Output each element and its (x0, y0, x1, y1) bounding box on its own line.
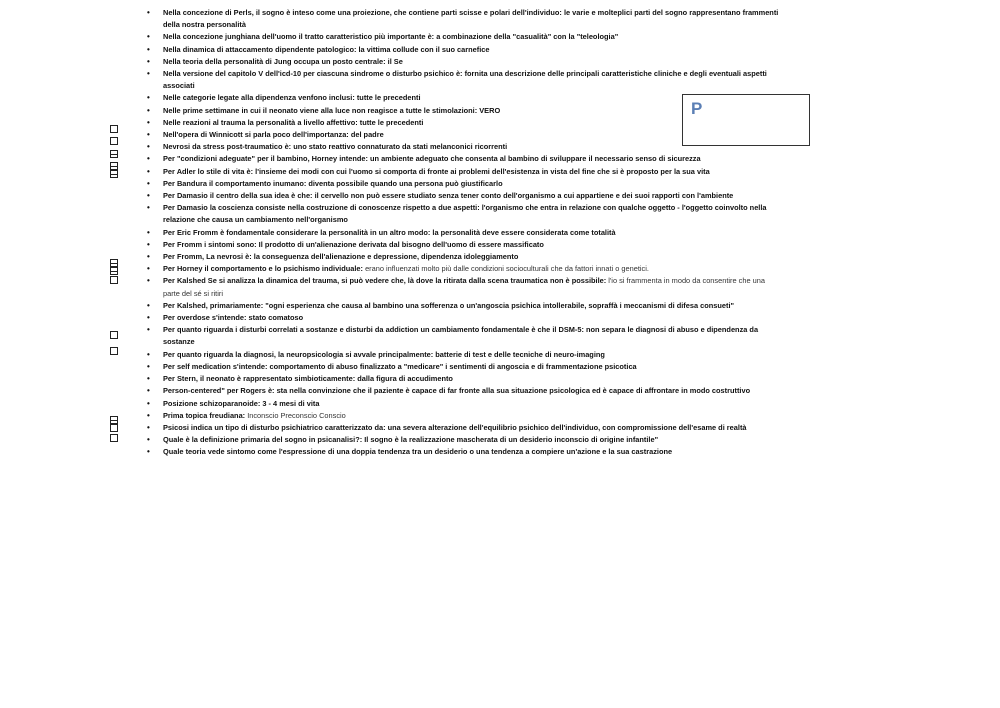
item-text: Per Kalshed Se si analizza la dinamica del trauma, si può vedere che, là dove la ritirata dalla scena traumatica non è possibile: (163, 276, 609, 286)
list-item (163, 68, 783, 92)
margin-box-icon (110, 162, 118, 170)
item-text: Psicosi indica un tipo di disturbo psichiatrico caratterizzato da: una severa alterazione dell'equilibrio psichico dell'individuo, con compromissione dell'esame di realtà (163, 422, 747, 432)
item-text: Per Fromm i sintomi sono: Il prodotto di un'alienazione derivata dal bisogno dell'uomo di essere massificato (163, 239, 544, 249)
list-item (163, 56, 783, 68)
item-text: Per Damasio la coscienza consiste nella costruzione di conoscenze rispetto a due aspetti: l'organismo che entra in relazione con qualche oggetto - l'oggetto coinvolto nella relazione che causa un cambiamento nell'organismo (163, 203, 767, 225)
item-text: Per overdose s'intende: stato comatoso (163, 313, 304, 323)
list-item (163, 300, 783, 312)
list-item (163, 446, 783, 458)
list-item (163, 324, 783, 348)
framed-box (682, 94, 810, 146)
list-item (163, 373, 783, 385)
list-item (163, 239, 783, 251)
item-text: Nelle reazioni al trauma la personalità a livello affettivo: tutte le precedenti (163, 117, 424, 127)
margin-box-icon (110, 267, 118, 275)
list-item (163, 31, 783, 43)
margin-box-icon (110, 434, 118, 442)
margin-box-icon (110, 331, 118, 339)
item-text: Per Horney il comportamento e lo psichismo individuale: (163, 264, 366, 274)
list-item (163, 410, 783, 422)
list-item (163, 398, 783, 410)
item-text: Per self medication s'intende: comportamento di abuso finalizzato a "medicare" i sentimenti di angoscia e di frammentazione psicotica (163, 361, 637, 371)
item-text: Nevrosi da stress post-traumatico è: uno stato reattivo connaturato da stati melanconici ricorrenti (163, 142, 508, 152)
item-text: Posizione schizoparanoide: 3 - 4 mesi di vita (163, 398, 320, 408)
item-text: Per quanto riguarda i disturbi correlati a sostanze e disturbi da addiction un cambiamento fondamentale è che il DSM-5: non separa le diagnosi di abuso e dipendenza da sostanze (163, 325, 759, 347)
margin-box-icon (110, 170, 118, 178)
margin-box-icon (110, 150, 118, 158)
item-text: Per Fromm, La nevrosi è: la conseguenza dell'alienazione e depressione, dipendenza idoleggiamento (163, 252, 519, 262)
item-text: Nell'opera di Winnicott si parla poco dell'importanza: del padre (163, 130, 384, 140)
box-letter: P (691, 99, 703, 118)
item-text: Per Stern, il neonato è rappresentato simbioticamente: dalla figura di accudimento (163, 374, 453, 384)
list-item (163, 251, 783, 263)
item-text: Per Bandura il comportamento inumano: diventa possibile quando una persona può giustificarlo (163, 178, 503, 188)
item-text: Per Kalshed, primariamente: "ogni esperienza che causa al bambino una sofferenza o un'angoscia psichica intollerabile, sopraffà i meccanismi di difesa consueti" (163, 300, 735, 310)
item-text: Per Damasio il centro della sua idea è che: il cervello non può essere studiato senza tener conto dell'organismo a cui appartiene e dei suoi rapporti con l'ambiente (163, 191, 734, 201)
item-answer: erano influenzati molto più dalle condizioni socioculturali che da fattori innati o genetici. (365, 264, 649, 274)
item-text: Quale teoria vede sintomo come l'espressione di una doppia tendenza tra un desiderio o una tendenza a compiere un'azione e la sua castrazione (163, 447, 673, 457)
margin-box-icon (110, 259, 118, 267)
item-text: Nelle categorie legate alla dipendenza venfono inclusi: tutte le precedenti (163, 93, 421, 103)
list-item (163, 275, 783, 299)
list-item (163, 178, 783, 190)
bullet-list (163, 7, 783, 459)
margin-box-icon (110, 416, 118, 424)
item-text: Nella dinamica di attaccamento dipendente patologico: la vittima collude con il suo carnefice (163, 44, 490, 54)
list-item (163, 44, 783, 56)
margin-box-icon (110, 125, 118, 133)
list-item (163, 166, 783, 178)
item-text: Per Adler lo stile di vita è: l'insieme dei modi con cui l'uomo si comporta di fronte ai problemi dell'esistenza in vista del fine che si è proposto per la sua vita (163, 166, 710, 176)
item-text: Person-centered" per Rogers è: sta nella convinzione che il paziente è capace di far fronte alla sua situazione psicologica ed è capace di affrontare in modo costruttivo (163, 386, 751, 396)
item-text: Nelle prime settimane in cui il neonato viene alla luce non reagisce a tutte le stimolazioni: VERO (163, 105, 501, 115)
list-item (163, 349, 783, 361)
item-text: Nella concezione di Perls, il sogno è inteso come una proiezione, che contiene parti scisse e polari dell'individuo: le varie e molteplici parti del sogno rappresentano frammenti della nostra personalità (163, 8, 779, 30)
margin-box-icon (110, 276, 118, 284)
item-text: Per quanto riguarda la diagnosi, la neuropsicologia si avvale principalmente: batterie di test e delle tecniche di neuro-imaging (163, 349, 605, 359)
list-item (163, 263, 783, 275)
list-item (163, 434, 783, 446)
list-item (163, 312, 783, 324)
item-answer: l'io si frammenta in modo da consentire che una parte del sé si ritiri (163, 276, 765, 298)
list-item (163, 202, 783, 226)
item-text: Prima topica freudiana: (163, 410, 248, 420)
item-text: Nella concezione junghiana dell'uomo il tratto caratteristico più importante è: a combinazione della "casualità" con la "teleologia" (163, 32, 619, 42)
item-answer: Inconscio Preconscio Conscio (247, 410, 346, 420)
item-text: Quale è la definizione primaria del sogno in psicanalisi?: Il sogno è la realizzazione mascherata di un desiderio inconscio di origine infantile" (163, 435, 659, 445)
item-text: Nella teoria della personalità di Jung occupa un posto centrale: il Se (163, 56, 403, 66)
item-text: Nella versione del capitolo V dell'icd-10 per ciascuna sindrome o disturbo psichico è: fornita una descrizione delle principali caratteristiche cliniche e degli eventuali aspetti associati (163, 69, 767, 91)
list-item (163, 227, 783, 239)
list-item (163, 153, 783, 165)
list-item (163, 7, 783, 31)
list-item (163, 190, 783, 202)
item-text: Per "condizioni adeguate" per il bambino, Horney intende: un ambiente adeguato che consenta al bambino di sviluppare il necessario senso di sicurezza (163, 154, 701, 164)
margin-box-icon (110, 137, 118, 145)
margin-box-icon (110, 424, 118, 432)
margin-box-icon (110, 347, 118, 355)
list-item (163, 422, 783, 434)
item-text: Per Eric Fromm è fondamentale considerare la personalità in un altro modo: la personalità deve essere considerata come totalità (163, 227, 616, 237)
list-item (163, 361, 783, 373)
list-item (163, 385, 783, 397)
